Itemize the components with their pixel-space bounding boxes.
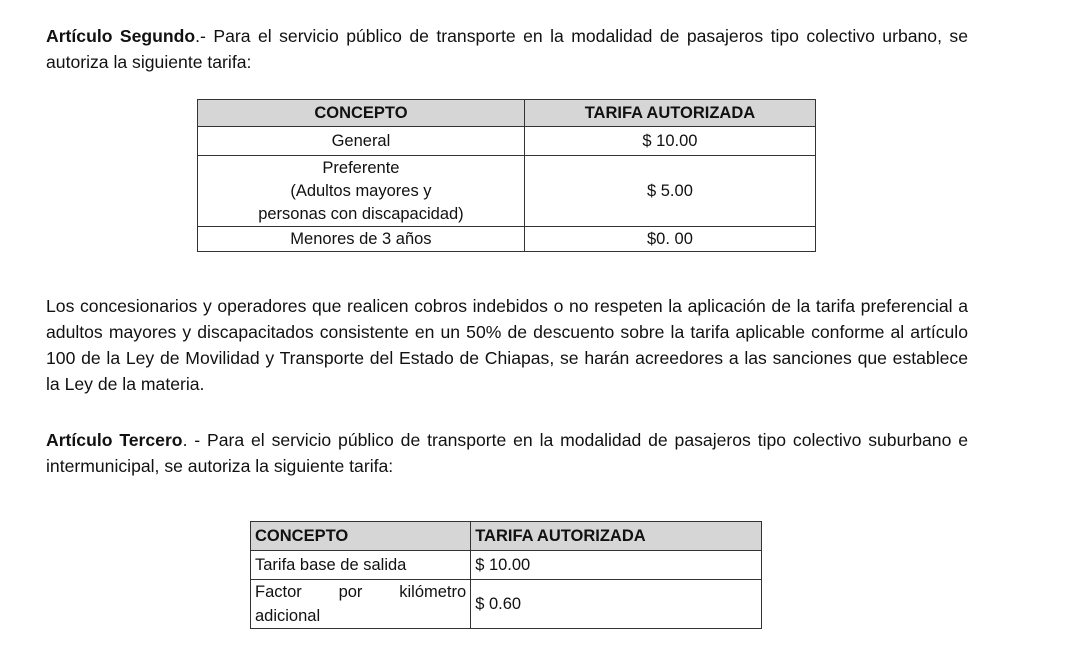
table-header-row [198, 100, 816, 127]
tabla-tarifa-urbano [197, 99, 816, 252]
articulo-segundo-paragraph [46, 23, 968, 75]
articulo-segundo-text: .- Para el servicio público de transporte en la modalidad de pasajeros tipo colectivo urbano, se autoriza la siguiente tarifa: [46, 26, 968, 72]
articulo-segundo-heading: Artículo Segundo [46, 26, 196, 46]
concepto-line: personas con discapacidad) [258, 204, 464, 223]
tabla-tarifa-suburbano [250, 521, 762, 629]
table-row [251, 551, 762, 580]
tarifa-cell: $ 5.00 [524, 156, 815, 227]
concepto-cell [198, 156, 525, 227]
concepto-text: Factor por kilómetro adicional [255, 583, 467, 625]
articulo-tercero-heading: Artículo Tercero [46, 430, 183, 450]
table-row [198, 156, 816, 227]
tarifa-cell: $ 10.00 [524, 127, 815, 156]
tarifa-cell: $0. 00 [524, 227, 815, 252]
header-concepto: CONCEPTO [198, 100, 525, 127]
header-tarifa: TARIFA AUTORIZADA [471, 522, 762, 551]
concepto-cell: General [198, 127, 525, 156]
table-header-row [251, 522, 762, 551]
concepto-line: (Adultos mayores y [290, 181, 432, 200]
table-row [198, 127, 816, 156]
parrafo-sanciones: Los concesionarios y operadores que realicen cobros indebidos o no respeten la aplicación de la tarifa preferencial a adultos mayores y discapacitados consistente en un 50% de descuento sobre la tarifa aplicable conforme al artículo 100 de la Ley de Movilidad y Transporte del Estado de Chiapas, se harán acreedores a las sanciones que establece la Ley de la materia. [46, 296, 968, 394]
header-tarifa: TARIFA AUTORIZADA [524, 100, 815, 127]
tarifa-cell: $ 0.60 [471, 580, 762, 629]
concepto-cell: Tarifa base de salida [251, 551, 471, 580]
tarifa-cell: $ 10.00 [471, 551, 762, 580]
header-concepto: CONCEPTO [251, 522, 471, 551]
articulo-tercero-text: . - Para el servicio público de transporte en la modalidad de pasajeros tipo colectivo suburbano e intermunicipal, se autoriza la siguiente tarifa: [46, 430, 968, 476]
concepto-cell: Menores de 3 años [198, 227, 525, 252]
table-row [198, 227, 816, 252]
concepto-line: Preferente [322, 158, 400, 177]
articulo-tercero-paragraph [46, 427, 968, 479]
table-row [251, 580, 762, 629]
concepto-cell [251, 580, 471, 629]
